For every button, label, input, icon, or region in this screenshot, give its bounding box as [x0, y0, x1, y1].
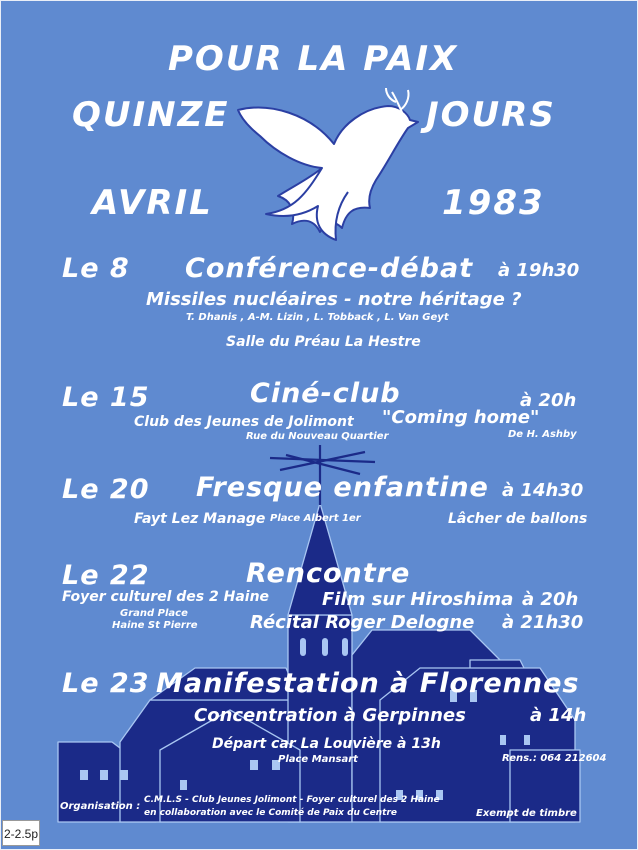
header-year: 1983 — [442, 183, 545, 223]
event-23-date: Le 23 — [62, 668, 150, 699]
event-20-place: Fayt Lez Manage — [134, 511, 266, 527]
header-month: AVRIL — [92, 183, 213, 223]
event-22-title: Rencontre — [246, 558, 411, 589]
event-8-title: Conférence-débat — [185, 253, 474, 284]
header-jours: JOURS — [426, 95, 556, 135]
event-20-title: Fresque enfantine — [196, 472, 489, 503]
event-15-time: à 20h — [520, 390, 577, 411]
stamp-note: Exempt de timbre — [476, 808, 577, 819]
event-15-director: De H. Ashby — [508, 429, 577, 440]
event-22-venue: Foyer culturel des 2 Haine — [62, 589, 270, 605]
event-8-speakers: T. Dhanis , A-M. Lizin , L. Tobback , L. Van Geyt — [186, 312, 449, 323]
header-quinze: QUINZE — [72, 95, 230, 135]
event-8-time: à 19h30 — [498, 260, 580, 281]
event-15-film: "Coming home" — [382, 407, 540, 428]
event-8-venue: Salle du Préau La Hestre — [226, 334, 421, 350]
event-20-time: à 14h30 — [502, 480, 584, 501]
event-23-concentration-time: à 14h — [530, 705, 587, 726]
event-20-date: Le 20 — [62, 474, 150, 505]
event-15-club: Club des Jeunes de Jolimont — [134, 414, 354, 430]
event-23-title: Manifestation à Florennes — [156, 668, 580, 699]
event-23-concentration: Concentration à Gerpinnes — [194, 705, 466, 726]
organisation-line2: en collaboration avec le Comité de Paix du Centre — [144, 808, 398, 818]
event-8-date: Le 8 — [62, 253, 130, 284]
event-22-date: Le 22 — [62, 560, 150, 591]
poster-title: POUR LA PAIX — [168, 39, 459, 79]
event-22-venue-line2: Grand Place — [120, 608, 188, 619]
event-8-subtitle: Missiles nucléaires - notre héritage ? — [146, 289, 522, 310]
event-23-departure-place: Place Mansart — [278, 754, 358, 765]
event-15-address: Rue du Nouveau Quartier — [246, 431, 389, 442]
event-15-title: Ciné-club — [250, 378, 401, 409]
organisation-line1: C.M.L.S - Club Jeunes Jolimont - Foyer culturel des 2 Haine — [144, 795, 440, 805]
event-22-film: Film sur Hiroshima — [322, 589, 514, 610]
organisation-label: Organisation : — [60, 801, 141, 812]
event-20-place-detail: Place Albert 1er — [270, 513, 361, 524]
event-22-recital: Récital Roger Delogne — [250, 612, 475, 633]
event-22-film-time: à 20h — [522, 589, 579, 610]
event-15-date: Le 15 — [62, 382, 150, 413]
event-20-activity: Lâcher de ballons — [448, 511, 588, 527]
event-23-info: Rens.: 064 212604 — [502, 753, 607, 764]
event-22-venue-line3: Haine St Pierre — [112, 620, 198, 631]
event-23-departure: Départ car La Louvière à 13h — [212, 736, 441, 752]
event-22-recital-time: à 21h30 — [502, 612, 584, 633]
archive-label: 2-2.5p — [2, 820, 40, 846]
dove-icon — [230, 82, 420, 248]
